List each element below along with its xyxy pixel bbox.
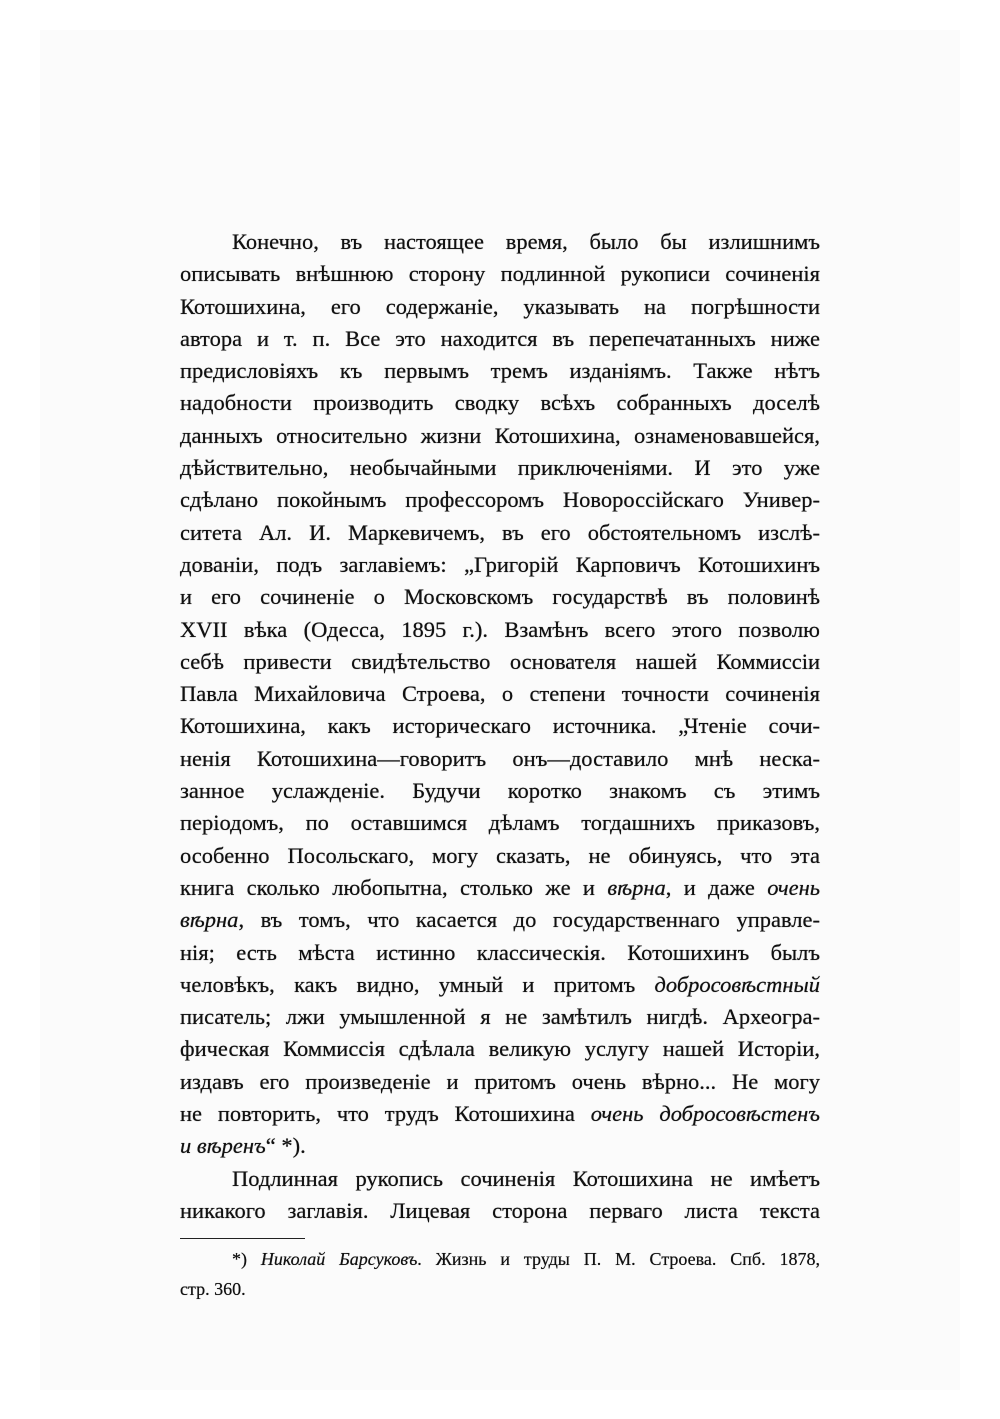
text-segment: фическая Коммиссія сдѣлала великую услугу нашей Исторіи, xyxy=(180,1036,820,1062)
italic-text: очень добросовѣстенъ xyxy=(590,1101,820,1127)
footnote-line xyxy=(180,1274,820,1304)
text-segment: дѣйствительно, необычайными приключеніями. И это уже xyxy=(180,455,820,481)
text-segment: Котошихина, его содержаніе, указывать на погрѣшности xyxy=(180,293,820,319)
text-line xyxy=(180,872,820,904)
text-line xyxy=(180,258,820,290)
text-segment: ситета Ал. И. Маркевичемъ, въ его обстоятельномъ изслѣ- xyxy=(180,519,820,545)
text-segment: , въ томъ, что касается до государственнаго управле- xyxy=(238,907,820,933)
text-segment: предисловіяхъ къ первымъ тремъ изданіямъ. Также нѣтъ xyxy=(180,358,820,384)
italic-text: вѣрна xyxy=(607,874,666,900)
footnote xyxy=(180,1238,820,1304)
text-line xyxy=(180,355,820,387)
text-line xyxy=(180,614,820,646)
text-line xyxy=(180,775,820,807)
text-segment: дованіи, подъ заглавіемъ: „Григорій Карповичъ Котошихинъ xyxy=(180,551,820,577)
text-line xyxy=(180,420,820,452)
text-segment: описывать внѣшнюю сторону подлинной рукописи сочиненія xyxy=(180,261,820,287)
text-segment: стр. 360. xyxy=(180,1279,246,1299)
text-segment: . Жизнь и труды П. М. Строева. Спб. 1878, xyxy=(417,1249,820,1269)
text-segment: періодомъ, по оставшимся дѣламъ тогдашнихъ приказовъ, xyxy=(180,810,820,836)
text-line xyxy=(180,387,820,419)
text-segment: надобности производить сводку всѣхъ собранныхъ доселѣ xyxy=(180,390,820,416)
text-line xyxy=(180,743,820,775)
italic-text: Николай Барсуковъ xyxy=(260,1249,418,1269)
text-line xyxy=(180,452,820,484)
text-segment: ненія Котошихина—говоритъ онъ—доставило мнѣ неска- xyxy=(180,745,820,771)
text-segment: сдѣлано покойнымъ профессоромъ Новороссійскаго Универ- xyxy=(180,487,820,513)
text-line xyxy=(180,646,820,678)
text-segment: *) xyxy=(232,1249,261,1269)
text-line xyxy=(180,226,820,258)
text-line xyxy=(180,1001,820,1033)
text-segment: Павла Михайловича Строева, о степени точности сочиненія xyxy=(180,681,820,707)
text-line xyxy=(180,904,820,936)
text-line xyxy=(180,1033,820,1065)
italic-text: очень xyxy=(767,874,820,900)
text-line xyxy=(180,581,820,613)
text-segment: занное услажденіе. Будучи коротко знакомъ съ этимъ xyxy=(180,778,820,804)
text-line xyxy=(180,323,820,355)
text-segment: никакого заглавія. Лицевая сторона перваго листа текста xyxy=(180,1197,820,1223)
italic-text: добросовѣстный xyxy=(654,971,820,997)
text-line xyxy=(180,291,820,323)
text-line xyxy=(180,840,820,872)
text-line xyxy=(180,549,820,581)
text-segment: “ *). xyxy=(265,1133,306,1159)
text-segment: издавъ его произведеніе и притомъ очень вѣрно... Не могу xyxy=(180,1068,820,1094)
italic-text: вѣрна xyxy=(180,907,239,933)
text-line xyxy=(180,517,820,549)
text-segment: Котошихина, какъ историческаго источника. „Чтеніе сочи- xyxy=(180,713,820,739)
footnote-line xyxy=(180,1244,820,1274)
text-line xyxy=(180,1098,820,1130)
text-segment: писатель; лжи умышленной я не замѣтилъ нигдѣ. Археогра- xyxy=(180,1004,820,1030)
text-segment: не повторить, что трудъ Котошихина xyxy=(180,1101,591,1127)
text-segment: автора и т. п. Все это находится въ перепечатанныхъ ниже xyxy=(180,325,820,351)
text-segment: XVII вѣка (Одесса, 1895 г.). Взамѣнъ всего этого позволю xyxy=(180,616,820,642)
text-line xyxy=(180,1195,820,1227)
text-line xyxy=(180,1130,820,1162)
body-text xyxy=(180,226,820,1227)
text-line xyxy=(180,1066,820,1098)
text-segment: человѣкъ, какъ видно, умный и притомъ xyxy=(180,971,655,997)
text-line xyxy=(180,937,820,969)
text-line xyxy=(180,1163,820,1195)
text-line xyxy=(180,807,820,839)
text-segment: Конечно, въ настоящее время, было бы излишнимъ xyxy=(232,229,820,254)
text-segment: Подлинная рукопись сочиненія Котошихина не имѣетъ xyxy=(232,1165,820,1191)
text-segment: и его сочиненіе о Московскомъ государствѣ въ половинѣ xyxy=(180,584,820,610)
text-segment: себѣ привести свидѣтельство основателя нашей Коммиссіи xyxy=(180,648,820,674)
text-segment: данныхъ относительно жизни Котошихина, ознаменовавшейся, xyxy=(180,422,820,448)
text-segment: нія; есть мѣста истинно классическія. Котошихинъ былъ xyxy=(180,939,820,965)
text-segment: , и даже xyxy=(665,874,768,900)
text-line xyxy=(180,710,820,742)
text-line xyxy=(180,484,820,516)
text-line xyxy=(180,678,820,710)
text-segment: особенно Посольскаго, могу сказать, не обинуясь, что эта xyxy=(180,842,820,868)
text-line xyxy=(180,969,820,1001)
italic-text: и вѣренъ xyxy=(180,1133,266,1159)
text-segment: книга сколько любопытна, столько же и xyxy=(180,874,608,900)
